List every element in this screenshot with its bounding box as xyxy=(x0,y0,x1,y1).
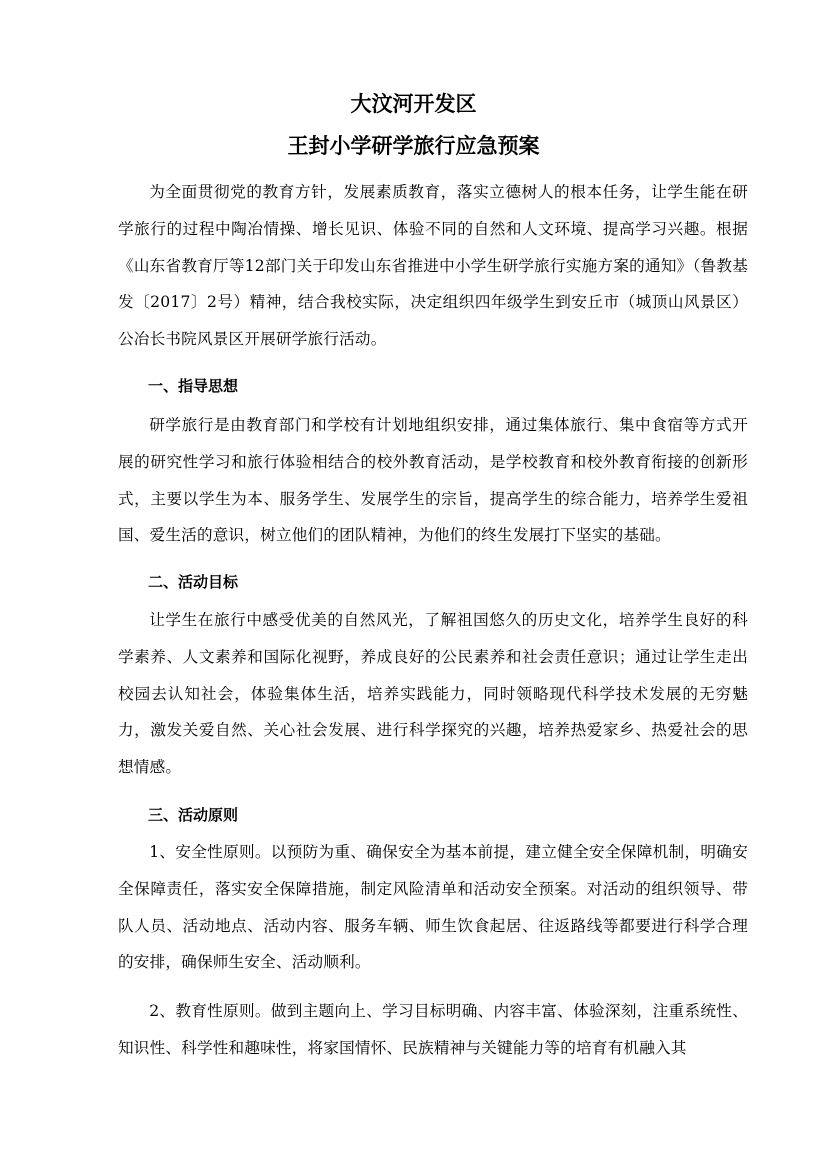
principle-education: 2、教育性原则。做到主题向上、学习目标明确、内容丰富、体验深刻，注重系统性、知识性、科学性和趣味性，将家国情怀、民族精神与关键能力等的培育有机融入其 xyxy=(118,1002,748,1057)
section-heading-activity-goals: 二、活动目标 xyxy=(148,573,239,591)
section-body-activity-goals: 让学生在旅行中感受优美的自然风光，了解祖国悠久的历史文化，培养学生良好的科学素养、人文素养和国际化视野，养成良好的公民素养和社会责任意识；通过让学生走出校园去认知社会，体验集体生活，培养实践能力，同时领略现代科学技术发展的无穷魅力，激发关爱自然、关心社会发展、进行科学探究的兴趣，培养热爱家乡、热爱社会的思想情感。 xyxy=(118,611,748,777)
document-title: 大汶河开发区 xyxy=(350,92,477,116)
section-heading-activity-principles: 三、活动原则 xyxy=(148,806,239,824)
principle-safety: 1、安全性原则。以预防为重、确保安全为基本前提，建立健全安全保障机制，明确安全保障责任，落实安全保障措施，制定风险清单和活动安全预案。对活动的组织领导、带队人员、活动地点、活动内容、服务车辆、师生饮食起居、往返路线等都要进行科学合理的安排，确保师生安全、活动顺利。 xyxy=(118,843,748,972)
document-subtitle: 王封小学研学旅行应急预案 xyxy=(287,134,540,158)
intro-paragraph: 为全面贯彻党的教育方针，发展素质教育，落实立德树人的根本任务，让学生能在研学旅行的过程中陶冶情操、增长见识、体验不同的自然和人文环境、提高学习兴趣。根据《山东省教育厅等12部门关于印发山东省推进中小学生研学旅行实施方案的通知》（鲁教基发〔2017〕2号）精神，结合我校实际，决定组织四年级学生到安丘市（城顶山风景区）公冶长书院风景区开展研学旅行活动。 xyxy=(118,183,748,349)
section-heading-guiding-ideology: 一、指导思想 xyxy=(148,377,239,395)
section-body-guiding-ideology: 研学旅行是由教育部门和学校有计划地组织安排，通过集体旅行、集中食宿等方式开展的研究性学习和旅行体验相结合的校外教育活动，是学校教育和校外教育衔接的创新形式，主要以学生为本、服务学生、发展学生的宗旨，提高学生的综合能力，培养学生爱祖国、爱生活的意识，树立他们的团队精神，为他们的终生发展打下坚实的基础。 xyxy=(118,416,748,545)
